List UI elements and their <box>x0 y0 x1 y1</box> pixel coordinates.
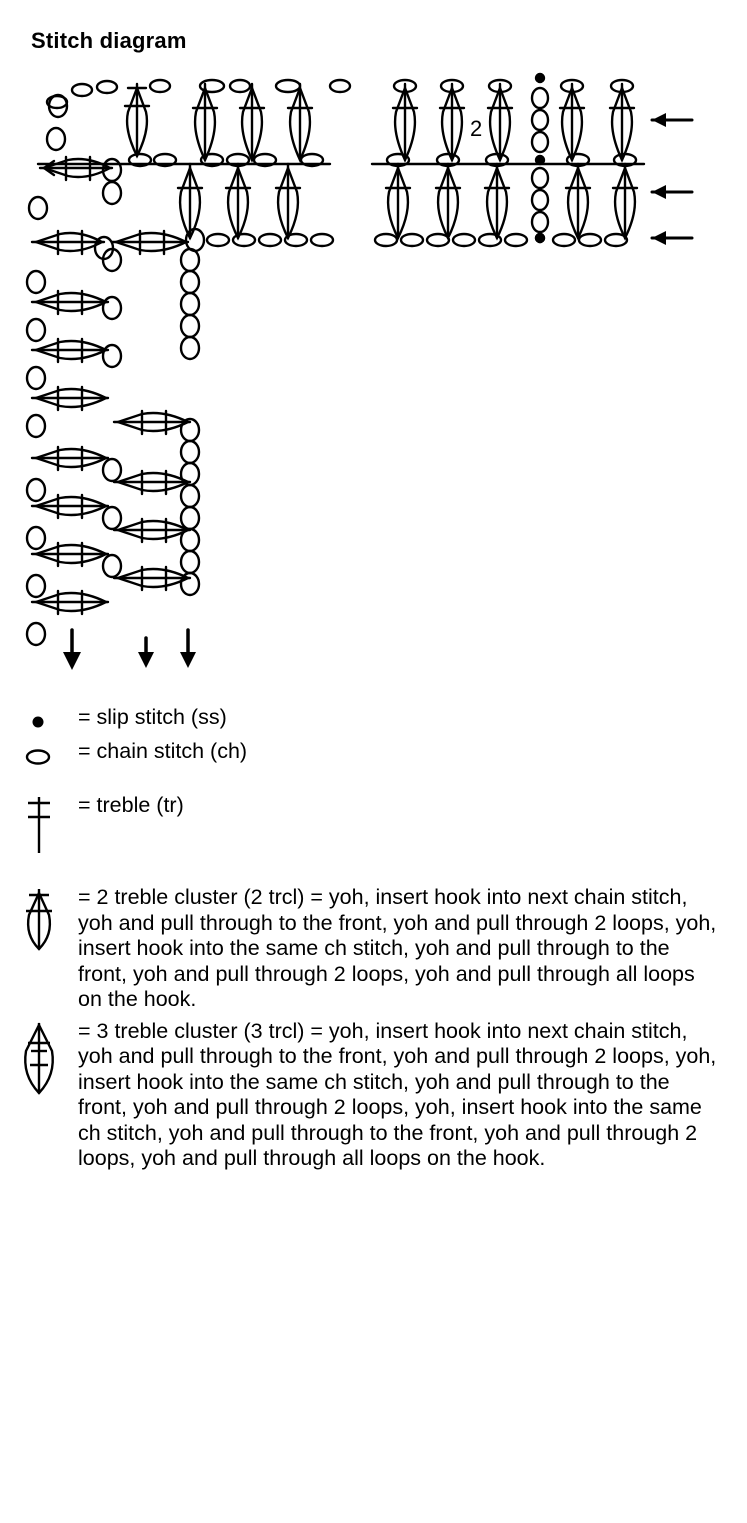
legend-item-slip-stitch <box>0 705 747 733</box>
diagram-svg <box>0 60 747 680</box>
chain-stitch-oval-icon <box>0 739 78 769</box>
stitch-diagram-figure <box>0 60 747 680</box>
legend-item-chain-stitch <box>0 739 747 769</box>
row-3-foundation <box>32 229 627 259</box>
row-arrow-3 <box>652 231 692 245</box>
legend-label-3-treble-cluster: = 3 treble cluster (3 trcl) = yoh, insert hook into next chain stitch, yoh and pull through to the front, yoh and pull through 2 loops, yoh, insert hook into the same ch stitch, yoh and pull through to the front, yoh and pull through 2 loops, yoh, insert hook into the same ch stitch, yoh and pull through to the front, yoh and pull through 2 loops, yoh and pull through all loops on the hook. <box>78 1018 717 1170</box>
row-arrow-1 <box>652 113 692 127</box>
cluster-top-4 <box>288 84 312 160</box>
direction-arrow-down-3 <box>180 630 196 668</box>
left-column-block <box>27 249 199 437</box>
treble-cross-icon <box>0 793 78 857</box>
legend <box>0 705 747 1178</box>
legend-item-2-treble-cluster <box>0 885 747 1013</box>
legend-label-slip-stitch: = slip stitch (ss) <box>78 705 227 729</box>
legend-label-2-treble-cluster: = 2 treble cluster (2 trcl) = yoh, insert hook into next chain stitch, yoh and pull through to the front, yoh and pull through 2 loops, yoh, insert hook into the same ch stitch, yoh and pull through to the front, yoh and pull through 2 loops, yoh and pull through all loops on the hook. <box>78 885 717 1011</box>
legend-spacer-1 <box>0 775 747 793</box>
legend-label-chain-stitch: = chain stitch (ch) <box>78 739 248 763</box>
legend-spacer-2 <box>0 863 747 885</box>
legend-label-treble: = treble (tr) <box>78 793 184 817</box>
slip-stitch-dot-icon <box>0 705 78 733</box>
row-arrow-2 <box>652 185 692 199</box>
two-treble-cluster-icon <box>0 885 78 953</box>
legend-item-treble <box>0 793 747 857</box>
row-2 <box>29 154 644 242</box>
page-title: Stitch diagram <box>31 28 187 53</box>
bottom-block <box>27 411 199 645</box>
cluster-top-1 <box>125 84 149 156</box>
cluster-top-right-group <box>393 74 634 164</box>
direction-arrow-down-1 <box>63 630 81 670</box>
cluster-top-3 <box>240 84 264 160</box>
direction-arrow-down-2 <box>138 638 154 668</box>
legend-item-3-treble-cluster <box>0 1019 747 1172</box>
cluster-top-2 <box>193 84 217 160</box>
three-treble-cluster-icon <box>0 1019 78 1097</box>
row-number-label: 2 <box>470 116 483 141</box>
